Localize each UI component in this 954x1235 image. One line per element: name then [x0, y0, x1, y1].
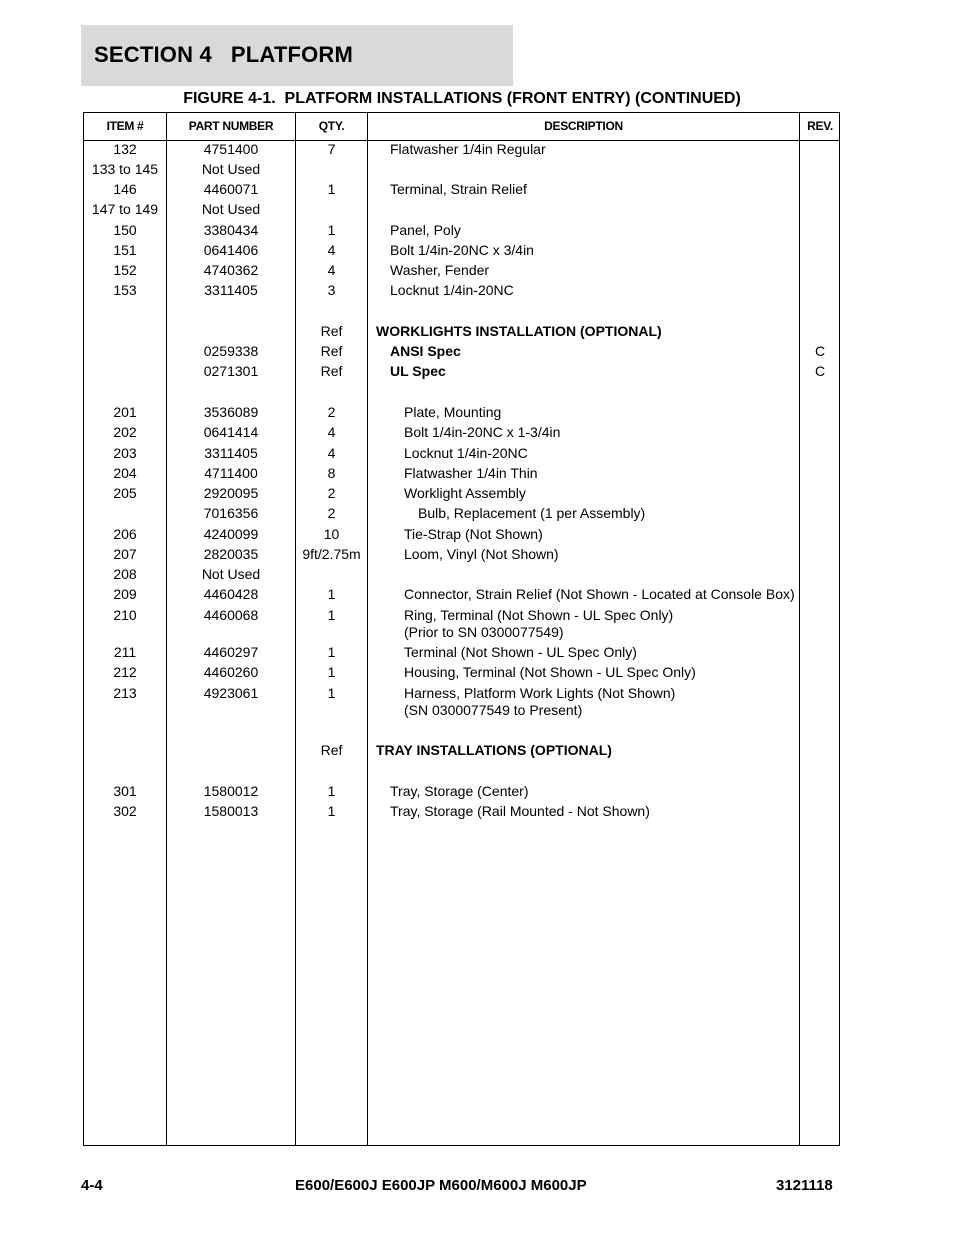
part-number: 4740362: [203, 262, 259, 278]
quantity: Ref: [320, 323, 343, 339]
description: Plate, Mounting: [404, 404, 502, 420]
part-number: 4923061: [203, 685, 259, 701]
item-number: 152: [113, 262, 137, 278]
header-rev: REV.: [807, 119, 833, 133]
part-number: Not Used: [201, 566, 261, 582]
item-number: 204: [113, 465, 137, 481]
part-number: Not Used: [201, 161, 261, 177]
quantity: 7: [327, 141, 336, 157]
header-item: ITEM #: [106, 119, 144, 133]
description: Bulb, Replacement (1 per Assembly): [418, 505, 646, 521]
description: Loom, Vinyl (Not Shown): [404, 546, 559, 562]
item-number: 150: [113, 222, 137, 238]
quantity: 1: [327, 783, 336, 799]
description: Bolt 1/4in-20NC x 1-3/4in: [404, 424, 561, 440]
description: Terminal (Not Shown - UL Spec Only): [404, 644, 637, 660]
column-divider: [799, 113, 800, 1145]
item-number: 212: [113, 664, 137, 680]
description: Connector, Strain Relief (Not Shown - Located at Console Box): [404, 586, 795, 602]
quantity: 4: [327, 445, 336, 461]
item-number: 205: [113, 485, 137, 501]
part-number: 2820035: [203, 546, 259, 562]
item-number: 153: [113, 282, 137, 298]
quantity: 1: [327, 685, 336, 701]
quantity: 4: [327, 262, 336, 278]
description: Tray, Storage (Center): [390, 783, 529, 799]
item-number: 209: [113, 586, 137, 602]
part-number: 0259338: [203, 343, 259, 359]
part-number: 2920095: [203, 485, 259, 501]
quantity: 9ft/2.75m: [302, 546, 361, 562]
description: Flatwasher 1/4in Thin: [404, 465, 538, 481]
description: Locknut 1/4in-20NC: [404, 445, 528, 461]
quantity: Ref: [320, 363, 343, 379]
model-list: E600/E600J E600JP M600/M600J M600JP: [295, 1177, 587, 1194]
part-number: 1580013: [203, 803, 259, 819]
item-number: 132: [113, 141, 137, 157]
quantity: 1: [327, 803, 336, 819]
part-number: Not Used: [201, 201, 261, 217]
description: Panel, Poly: [390, 222, 461, 238]
item-number: 207: [113, 546, 137, 562]
quantity: 1: [327, 607, 336, 623]
description: Tray, Storage (Rail Mounted - Not Shown): [390, 803, 650, 819]
item-number: 146: [113, 181, 137, 197]
description: ANSI Spec: [390, 343, 461, 359]
description: Locknut 1/4in-20NC: [390, 282, 514, 298]
quantity: 1: [327, 644, 336, 660]
description: UL Spec: [390, 363, 446, 379]
item-number: 208: [113, 566, 137, 582]
part-number: 3380434: [203, 222, 259, 238]
part-number: 4460071: [203, 181, 259, 197]
figure-title: FIGURE 4-1. PLATFORM INSTALLATIONS (FRONT ENTRY) (CONTINUED): [183, 90, 741, 107]
description: Terminal, Strain Relief: [390, 181, 527, 197]
part-number: 1580012: [203, 783, 259, 799]
description: Washer, Fender: [390, 262, 490, 278]
part-number: 4751400: [203, 141, 259, 157]
description: Tie-Strap (Not Shown): [404, 526, 543, 542]
quantity: 1: [327, 181, 336, 197]
item-number: 301: [113, 783, 137, 799]
header-description: DESCRIPTION: [544, 119, 623, 133]
page-number: 4-4: [81, 1177, 103, 1194]
part-number: 3536089: [203, 404, 259, 420]
description: Bolt 1/4in-20NC x 3/4in: [390, 242, 534, 258]
quantity: 4: [327, 424, 336, 440]
revision: C: [814, 343, 826, 359]
item-number: 302: [113, 803, 137, 819]
part-number: 4240099: [203, 526, 259, 542]
part-number: 0641406: [203, 242, 259, 258]
quantity: 8: [327, 465, 336, 481]
part-number: 0271301: [203, 363, 259, 379]
part-number: 4460260: [203, 664, 259, 680]
quantity: 2: [327, 485, 336, 501]
item-number: 210: [113, 607, 137, 623]
part-number: 4460297: [203, 644, 259, 660]
quantity: 10: [323, 526, 340, 542]
part-number: 3311405: [204, 445, 258, 461]
quantity: Ref: [320, 343, 343, 359]
description: Worklight Assembly: [404, 485, 526, 501]
item-number: 213: [113, 685, 137, 701]
item-number: 206: [113, 526, 137, 542]
section-title: SECTION 4 PLATFORM: [94, 42, 354, 67]
quantity: 1: [327, 664, 336, 680]
quantity: 2: [327, 404, 336, 420]
description: WORKLIGHTS INSTALLATION (OPTIONAL): [376, 323, 662, 339]
description: TRAY INSTALLATIONS (OPTIONAL): [376, 742, 612, 758]
part-number: 4460068: [203, 607, 259, 623]
description: Harness, Platform Work Lights (Not Shown) (SN 0300077549 to Present): [404, 685, 676, 718]
part-number: 4460428: [203, 586, 259, 602]
parts-table: [83, 112, 840, 1146]
item-number: 203: [113, 445, 137, 461]
quantity: 3: [327, 282, 336, 298]
quantity: 4: [327, 242, 336, 258]
quantity: Ref: [320, 742, 343, 758]
header-part-number: PART NUMBER: [188, 119, 274, 133]
part-number: 3311405: [204, 282, 258, 298]
item-number: 133 to 145: [91, 161, 159, 177]
item-number: 147 to 149: [91, 201, 159, 217]
quantity: 1: [327, 222, 336, 238]
description: Ring, Terminal (Not Shown - UL Spec Only) (Prior to SN 0300077549): [404, 607, 674, 640]
description: Flatwasher 1/4in Regular: [390, 141, 546, 157]
item-number: 202: [113, 424, 137, 440]
quantity: 1: [327, 586, 336, 602]
item-number: 211: [113, 644, 137, 660]
part-number: 7016356: [203, 505, 259, 521]
item-number: 151: [113, 242, 137, 258]
part-number: 4711400: [204, 465, 258, 481]
description: Housing, Terminal (Not Shown - UL Spec Only): [404, 664, 696, 680]
quantity: 2: [327, 505, 336, 521]
section-banner: [81, 25, 513, 86]
column-divider: [367, 113, 368, 1145]
part-number: 0641414: [203, 424, 259, 440]
document-number: 3121118: [776, 1177, 833, 1194]
item-number: 201: [113, 404, 137, 420]
header-qty: QTY.: [318, 119, 345, 133]
revision: C: [814, 363, 826, 379]
